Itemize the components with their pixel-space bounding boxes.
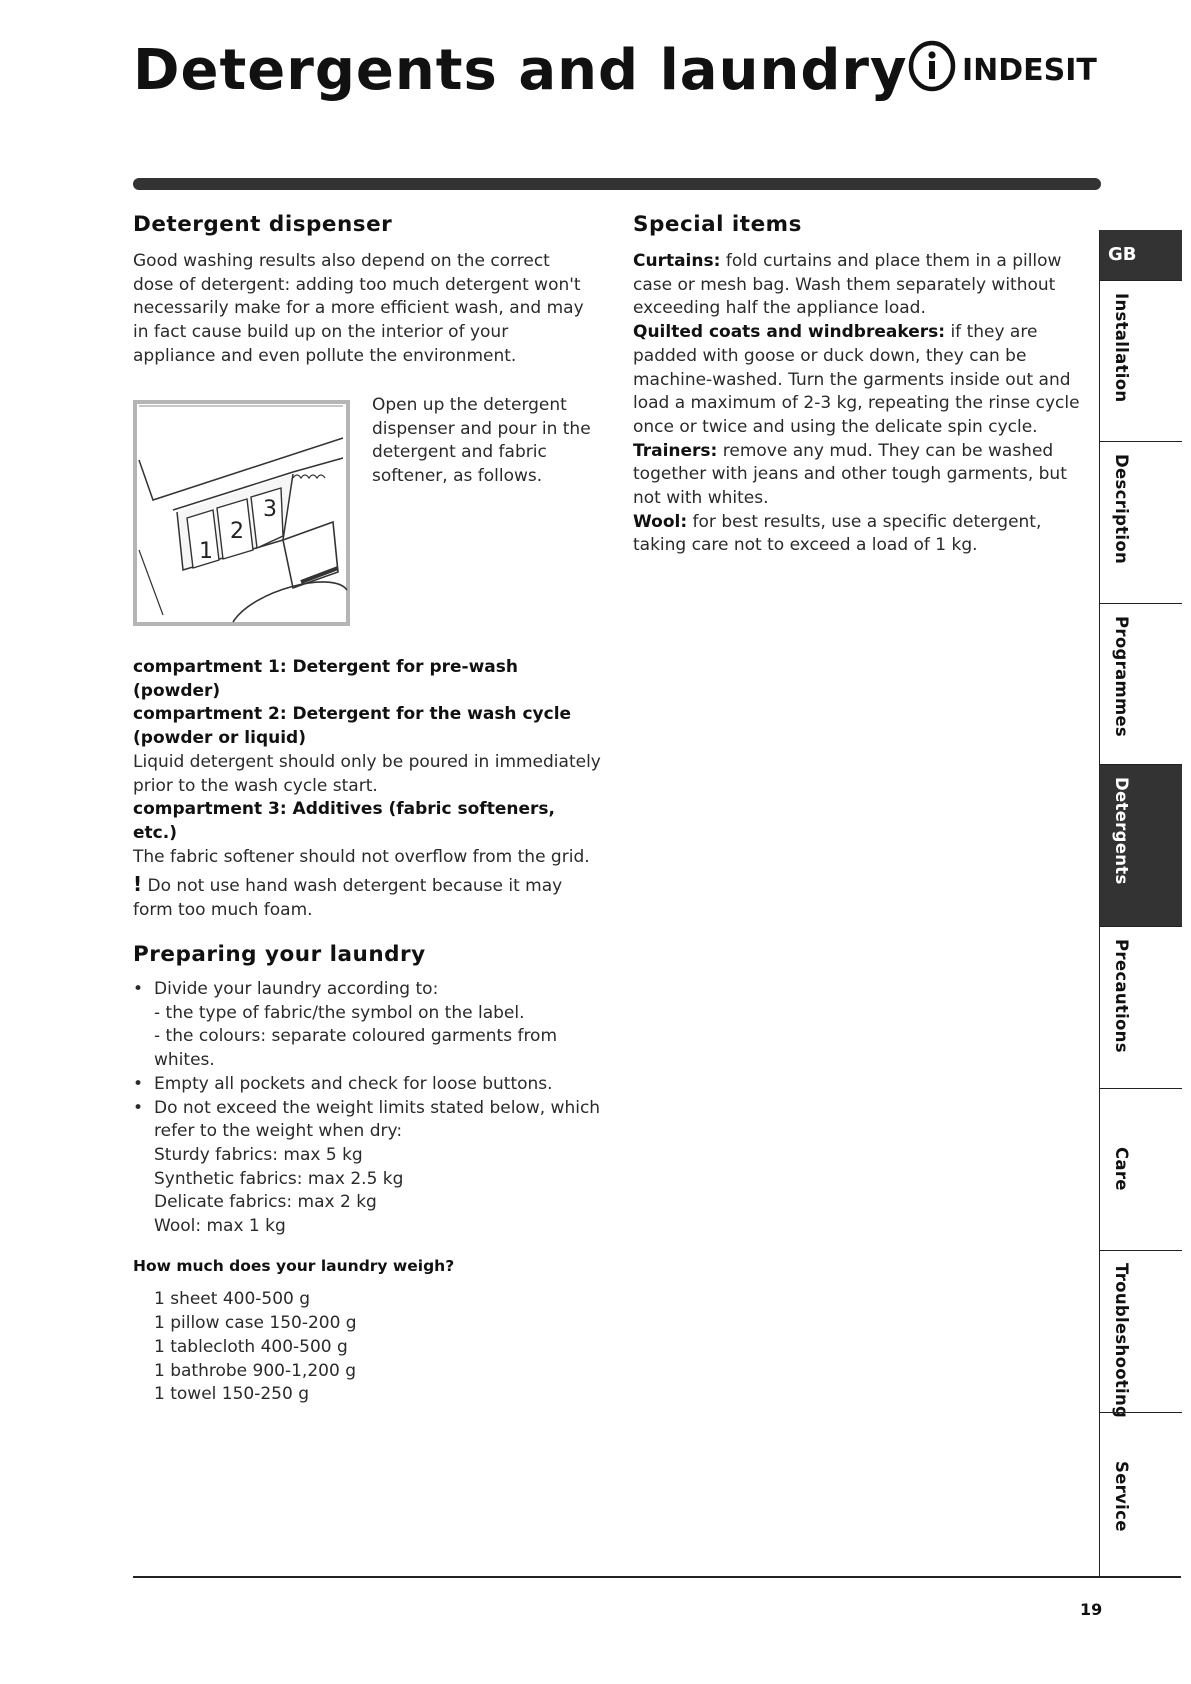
tab-service[interactable]: [1100, 1412, 1182, 1577]
tab-description[interactable]: [1100, 441, 1182, 603]
warning-icon: !: [133, 872, 143, 897]
illustration-caption-text: Open up the detergent dispenser and pour in the detergent and fabric softener, as follows.: [372, 395, 591, 487]
tab-care[interactable]: [1100, 1088, 1182, 1250]
tab-detergents[interactable]: [1100, 764, 1182, 926]
compartment-3: compartment 3: Additives (fabric softeners, etc.): [133, 799, 555, 843]
preparing-list: [133, 978, 603, 1239]
compartment-label-3: 3: [263, 497, 277, 522]
bullet-1-sub-2: - the colours: separate coloured garments from whites.: [154, 1026, 558, 1071]
detergent-dispenser-illustration: [133, 400, 350, 626]
list-item: [133, 978, 603, 1073]
tab-label: Troubleshooting: [1112, 1263, 1131, 1419]
tab-label: Precautions: [1112, 939, 1131, 1053]
weight-item: 1 sheet 400-500 g: [154, 1289, 311, 1310]
preparing-section: [133, 940, 603, 1407]
special-items-section: [633, 210, 1083, 558]
compartment-label-1: 1: [199, 539, 213, 564]
tab-label: Installation: [1112, 293, 1131, 403]
detergent-dispenser-heading: Detergent dispenser: [133, 212, 393, 237]
wool-paragraph: [633, 511, 1083, 558]
weight-item: 1 pillow case 150-200 g: [154, 1313, 357, 1334]
quilted-label: Quilted coats and windbreakers:: [633, 322, 946, 343]
list-item: [133, 1097, 603, 1239]
curtains-text: fold curtains and place them in a pillow case or mesh bag. Wash them separately without exceeding half the appliance load.: [633, 251, 1062, 319]
brand-name: INDESIT: [962, 53, 1097, 88]
side-tabs: [1099, 230, 1182, 1577]
detergent-dispenser-section: [133, 210, 593, 369]
list-item: [133, 1073, 603, 1097]
weight-item: 1 bathrobe 900-1,200 g: [154, 1360, 356, 1381]
preparing-heading: Preparing your laundry: [133, 942, 426, 967]
weights-list: [133, 1288, 603, 1407]
tab-language-gb[interactable]: GB: [1100, 230, 1182, 280]
tab-label: Care: [1112, 1147, 1131, 1191]
illustration-caption: [372, 394, 600, 489]
special-items-heading: Special items: [633, 212, 802, 237]
compartment-label-2: 2: [230, 519, 244, 544]
compartments-list: [133, 656, 603, 923]
weigh-question: How much does your laundry weigh?: [133, 1256, 455, 1275]
limit-item: Sturdy fabrics: max 5 kg: [154, 1144, 363, 1165]
warning-note: [133, 873, 603, 922]
limit-item: Synthetic fabrics: max 2.5 kg: [154, 1168, 404, 1189]
wool-label: Wool:: [633, 511, 688, 532]
limit-item: Wool: max 1 kg: [154, 1216, 286, 1237]
indesit-logo: [908, 40, 1103, 92]
bullet-1-sub-1: - the type of fabric/the symbol on the label.: [154, 1002, 525, 1023]
tab-label: Service: [1112, 1461, 1131, 1532]
page-number: 19: [1080, 1600, 1103, 1619]
compartment-2-note: Liquid detergent should only be poured in immediately prior to the wash cycle start.: [133, 751, 601, 796]
weight-item: 1 tablecloth 400-500 g: [154, 1336, 348, 1357]
bottom-rule: [133, 1576, 1181, 1578]
trainers-label: Trainers:: [633, 440, 718, 461]
tab-label: Detergents: [1112, 777, 1131, 885]
wool-text: for best results, use a specific detergent, taking care not to exceed a load of 1 kg.: [633, 511, 1042, 556]
tab-programmes[interactable]: [1100, 603, 1182, 764]
weight-item: 1 towel 150-250 g: [154, 1384, 310, 1405]
tab-installation[interactable]: [1100, 280, 1182, 441]
compartment-1: compartment 1: Detergent for pre-wash (powder): [133, 657, 518, 701]
curtains-paragraph: [633, 250, 1083, 321]
tab-label: Programmes: [1112, 616, 1131, 738]
trainers-text: remove any mud. They can be washed together with jeans and other tough garments, but not with whites.: [633, 440, 1067, 509]
top-divider-bar: [133, 178, 1101, 190]
tab-troubleshooting[interactable]: [1100, 1250, 1182, 1419]
bullet-1-text: Divide your laundry according to:: [154, 979, 439, 999]
curtains-label: Curtains:: [633, 251, 721, 271]
bullet-2-text: Empty all pockets and check for loose buttons.: [154, 1073, 553, 1094]
tab-label: Description: [1112, 454, 1131, 565]
detergent-intro: Good washing results also depend on the correct dose of detergent: adding too much detergent won't necessarily make for a more efficient wash, and may in fact cause build up on the interior of your appliance and even pollute the environment.: [133, 251, 584, 366]
limit-item: Delicate fabrics: max 2 kg: [154, 1192, 377, 1213]
quilted-text: if they are padded with goose or duck down, they can be machine-washed. Turn the garments inside out and load a maximum of 2-3 kg, repeating the rinse cycle once or twice and using the delicate spin cycle.: [633, 322, 1080, 437]
page-title: Detergents and laundry: [133, 38, 908, 103]
warning-text: Do not use hand wash detergent because it may form too much foam.: [133, 876, 563, 921]
quilted-paragraph: [633, 321, 1083, 440]
compartment-2: compartment 2: Detergent for the wash cycle (powder or liquid): [133, 704, 572, 749]
compartment-3-note: The fabric softener should not overflow from the grid.: [133, 846, 590, 867]
tab-precautions[interactable]: [1100, 926, 1182, 1088]
trainers-paragraph: [633, 440, 1083, 511]
bullet-3-text: Do not exceed the weight limits stated below, which refer to the weight when dry:: [154, 1097, 601, 1142]
